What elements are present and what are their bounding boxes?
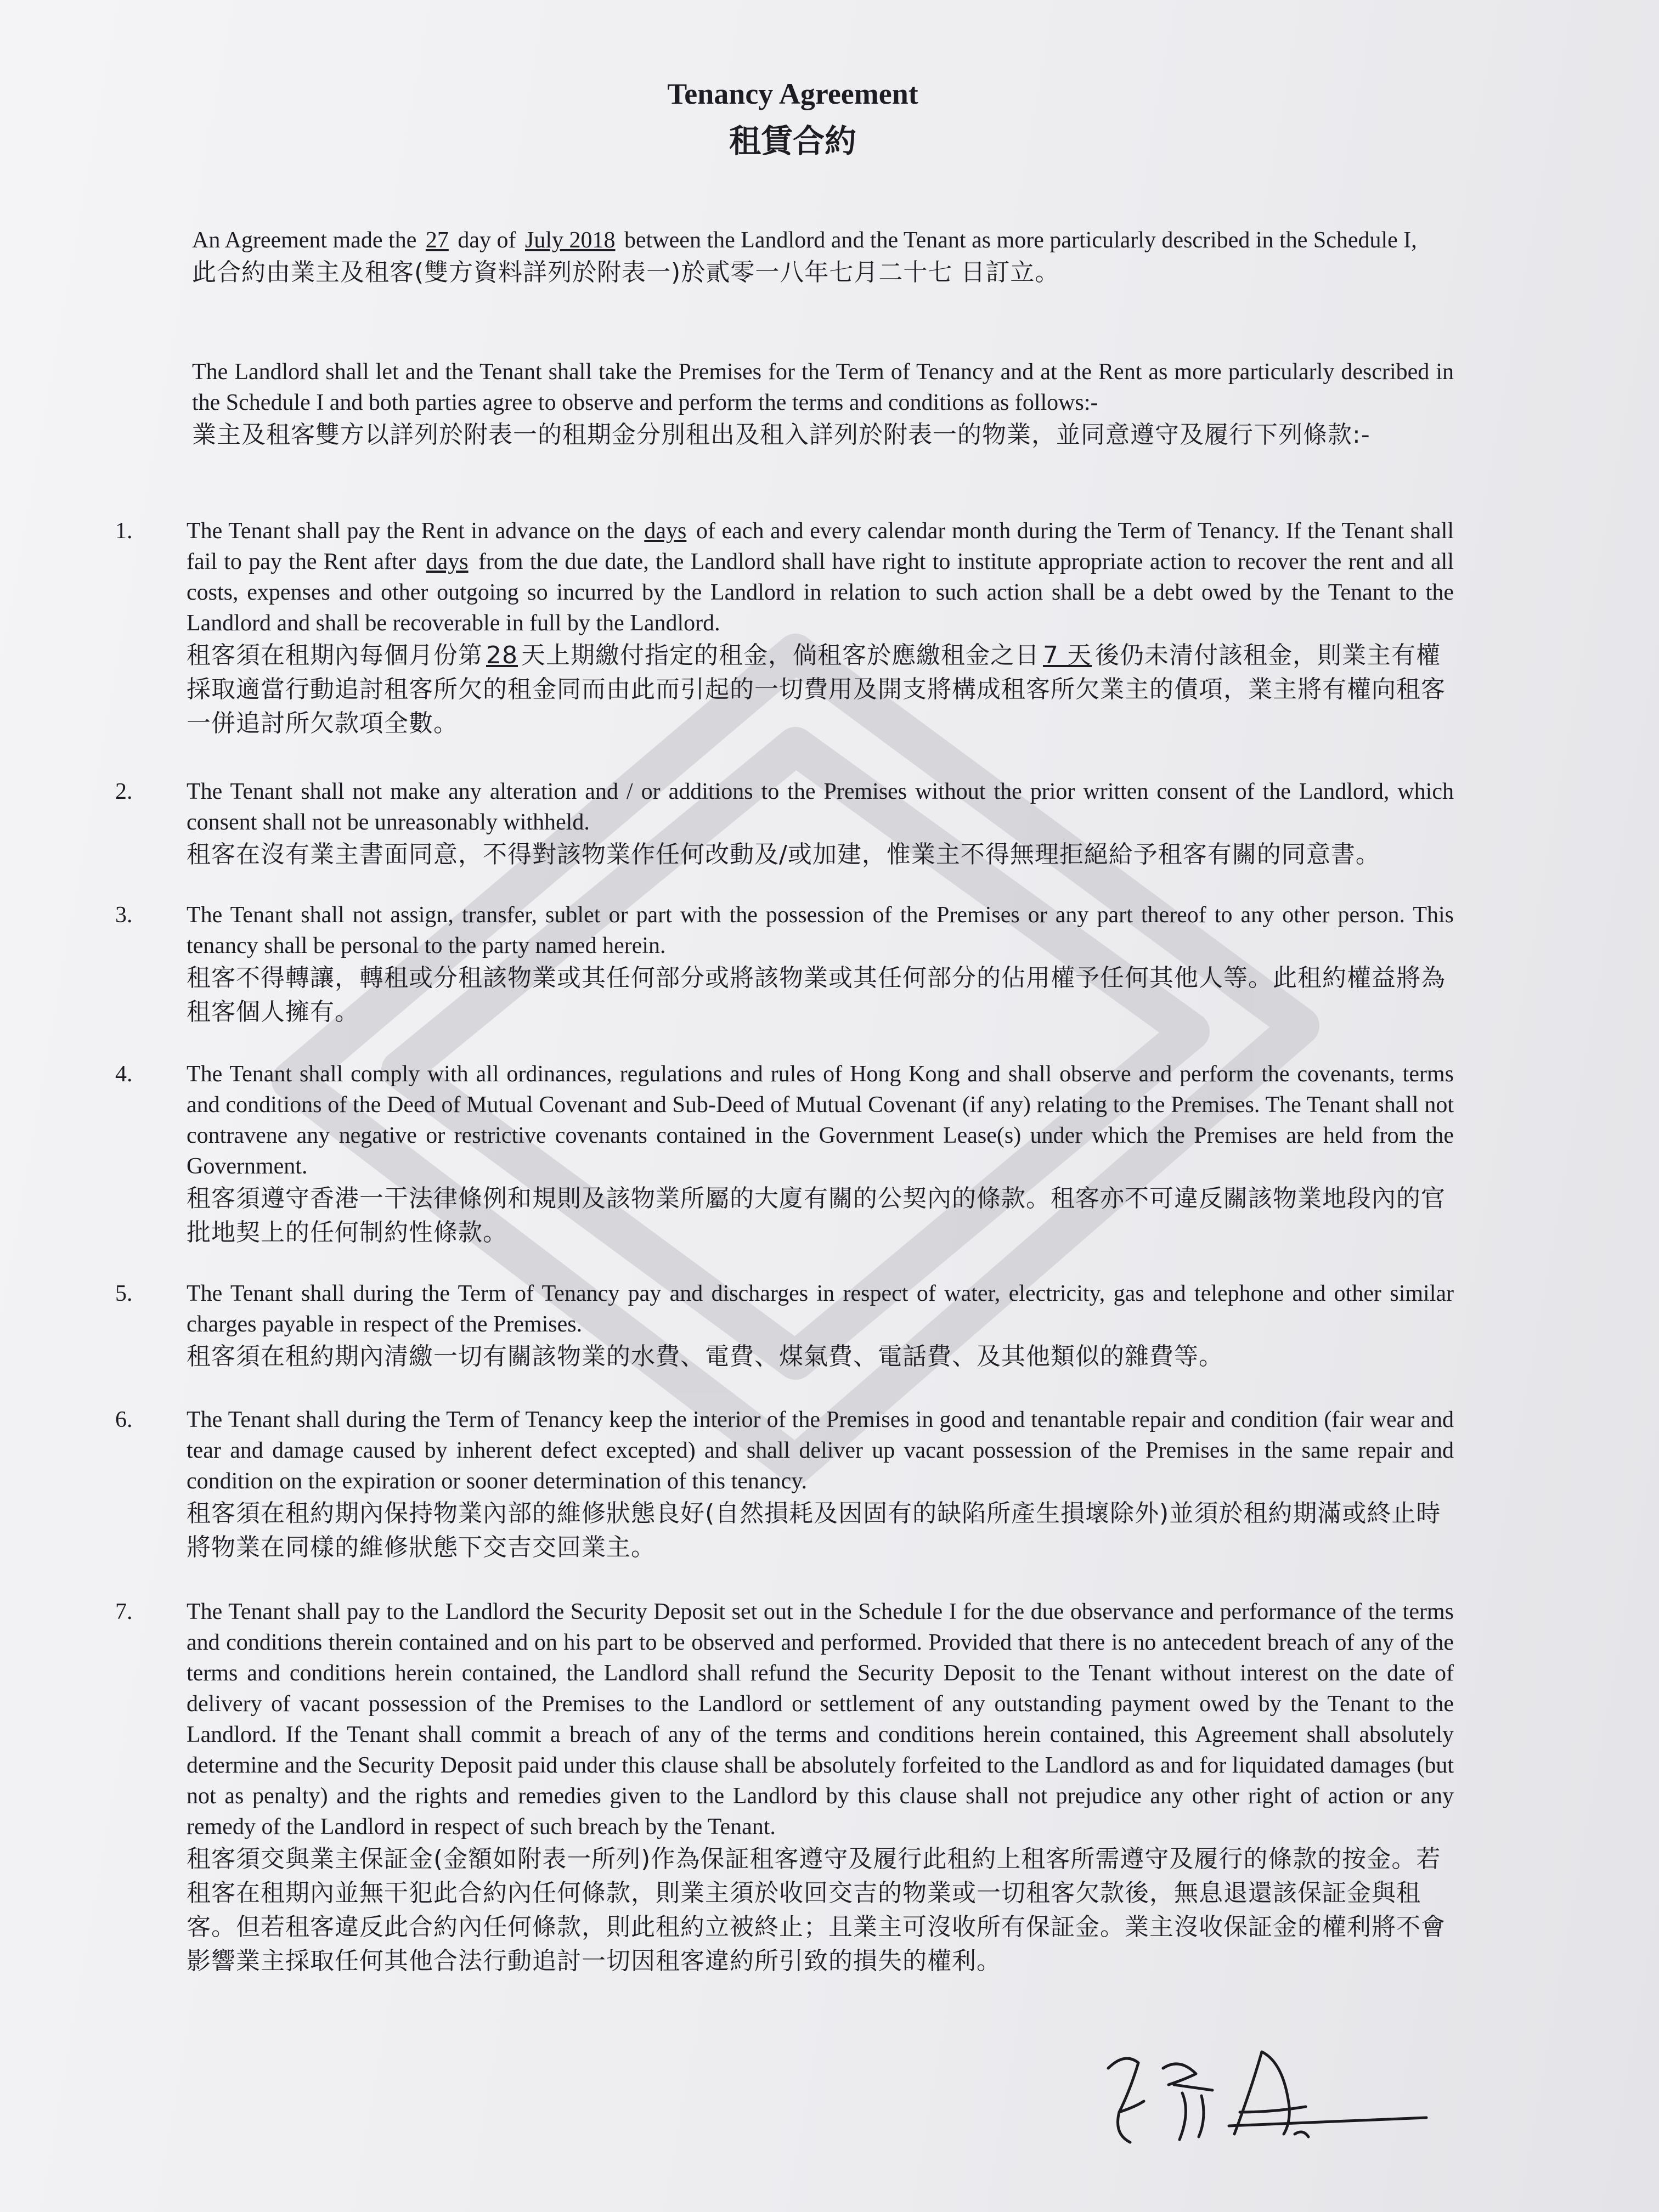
clause-number: 6. [115, 1407, 133, 1432]
clause-number: 3. [115, 902, 133, 928]
clause-text-en: The Tenant shall pay to the Landlord the Security Deposit set out in the Schedule I for the due observance and performance of the terms and conditions therein contained and on his part to be observed and performed. Provided that there is no antecedent breach of any of the terms and conditions herein contained, the Landlord shall refund the Security Deposit to the Tenant without interest on the date of delivery of vacant possession of the Premises to the Landlord or settlement of any outstanding payment owed by the Tenant to the Landlord. If the Tenant shall commit a breach of any of the terms and conditions herein contained, this Agreement shall absolutely determine and the Security Deposit paid under this clause shall be absolutely forfeited to the Landlord as and for liquidated damages (but not as penalty) and the rights and remedies given to the Landlord by this clause shall not prejudice any other right of action or any remedy of the Landlord in respect of such breach by the Tenant. [187, 1599, 1454, 1839]
document-title: Tenancy Agreement [667, 77, 918, 110]
clause-text-en: The Tenant shall comply with all ordinances, regulations and rules of Hong Kong and shall observe and perform the covenants, terms and conditions of the Deed of Mutual Covenant and Sub-Deed of Mutual Covenant (if any) relating to the Premises. The Tenant shall not contravene any negative or restrictive covenants contained in the Government Lease(s) under which the Premises are held from the Government. [187, 1062, 1454, 1179]
clause-text-zh: 後仍未清付該租金，則業主有權採取適當行動追討租客所欠的租金同而由此而引起的一切費用及開支將構成租客所欠業主的債項，業主將有權向租客一併追討所欠款項全數。 [187, 641, 1446, 737]
clause-text-en: The Tenant shall not assign, transfer, sublet or part with the possession of the Premises or any part thereof to any other person. This tenancy shall be personal to the party named herein. [187, 902, 1454, 958]
clause-text [187, 1404, 1454, 1565]
clause-text-chinese: 租客須交與業主保証金(金額如附表一所列)作為保証租客遵守及履行此租約上租客所需遵守及履行的條款的按金。若租客在租期內並無干犯此合約內任何條款，則業主須於收回交吉的物業或一切租客欠款後，無息退還該保証金與租客。但若租客違反此合約內任何條款，則此租約立被終止；且業主可沒收所有保証金。業主沒收保証金的權利將不會影響業主採取任何其他合法行動追討一切因租客違約所引致的損失的權利。 [187, 1845, 1446, 1975]
clause-text-en: The Tenant shall not make any alteration and / or additions to the Premises without the prior written consent of the Landlord, which consent shall not be unreasonably withheld. [187, 779, 1454, 835]
handwritten-signature [1086, 2030, 1437, 2162]
intro-text: An Agreement made the [192, 228, 417, 253]
intro-text: day of [458, 228, 516, 253]
clause-text [187, 1278, 1454, 1374]
clause-text-chinese: 租客在沒有業主書面同意，不得對該物業作任何改動及/或加建，惟業主不得無理拒絕給予租客有關的同意書。 [187, 840, 1380, 868]
clause-number: 5. [115, 1281, 133, 1306]
preamble-paragraph [192, 357, 1454, 452]
clause-text-chinese [187, 639, 1454, 741]
clause-text [187, 516, 1454, 741]
clause-text-en: of each and every calendar month during the Term of Tenancy. If the Tenant shall fail to pay the Rent after [187, 518, 1454, 574]
intro-text-chinese: 此合約由業主及租客(雙方資料詳列於附表一)於貳零一八年七月二十七 日訂立。 [192, 258, 1060, 286]
clause-number: 4. [115, 1062, 133, 1087]
clause-text-zh: 天上期繳付指定的租金，倘租客於應繳租金之日 [521, 641, 1040, 669]
grace-days-blank: days [426, 549, 469, 574]
rent-day-value: 28 [486, 641, 518, 669]
clause-text-en: The Tenant shall pay the Rent in advance on the [187, 518, 635, 544]
agreement-month-year: July 2018 [525, 228, 616, 253]
clause-text-chinese: 租客須遵守香港一干法律條例和規則及該物業所屬的大廈有關的公契內的條款。租客亦不可違反關該物業地段內的官批地契上的任何制約性條款。 [187, 1184, 1446, 1246]
clause-text-chinese: 租客不得轉讓，轉租或分租該物業或其任何部分或將該物業或其任何部分的佔用權予任何其他人等。此租約權益將為租客個人擁有。 [187, 964, 1446, 1026]
agreement-day: 27 [425, 228, 449, 253]
clause-text-zh: 租客須在租期內每個月份第 [187, 641, 483, 669]
intro-text: between the Landlord and the Tenant as more particularly described in the Schedule I, [624, 228, 1417, 253]
clause-text [187, 900, 1454, 1029]
intro-paragraph [192, 225, 1454, 290]
preamble-text: The Landlord shall let and the Tenant shall take the Premises for the Term of Tenancy and at the Rent as more particularly described in the Schedule I and both parties agree to observe and perform the terms and conditions as follows:- [192, 359, 1454, 415]
clause-number: 7. [115, 1599, 133, 1624]
document-title-chinese: 租賃合約 [729, 122, 856, 160]
clause-text-en: The Tenant shall during the Term of Tenancy keep the interior of the Premises in good and tenantable repair and condition (fair wear and tear and damage caused by inherent defect excepted) and shall deliver up vacant possession of the Premises in the same repair and condition on the expiration or sooner determination of this tenancy. [187, 1407, 1454, 1494]
clause-number: 2. [115, 779, 133, 804]
rent-day-blank: days [644, 518, 687, 544]
clause-text-chinese: 租客須在租約期內保持物業內部的維修狀態良好(自然損耗及因固有的缺陷所產生損壞除外)並須於租約期滿或終止時將物業在同樣的維修狀態下交吉交回業主。 [187, 1499, 1441, 1561]
clause-text-en: from the due date, the Landlord shall have right to institute appropriate action to recover the rent and all costs, expenses and other outgoing so incurred by the Landlord in relation to such action shall be a debt owed by the Tenant to the Landlord and shall be recoverable in full by the Landlord. [187, 549, 1454, 636]
clause-text [187, 776, 1454, 872]
clause-text [187, 1059, 1454, 1250]
clause-number: 1. [115, 518, 133, 544]
clause-text-en: The Tenant shall during the Term of Tenancy pay and discharges in respect of water, electricity, gas and telephone and other similar charges payable in respect of the Premises. [187, 1281, 1454, 1337]
clause-text [187, 1596, 1454, 1978]
preamble-text-chinese: 業主及租客雙方以詳列於附表一的租期金分別租出及租入詳列於附表一的物業，並同意遵守及履行下列條款:- [192, 421, 1370, 449]
grace-days-value: 7 天 [1043, 641, 1092, 669]
clause-text-chinese: 租客須在租約期內清繳一切有關該物業的水費、電費、煤氣費、電話費、及其他類似的雜費等。 [187, 1342, 1223, 1370]
